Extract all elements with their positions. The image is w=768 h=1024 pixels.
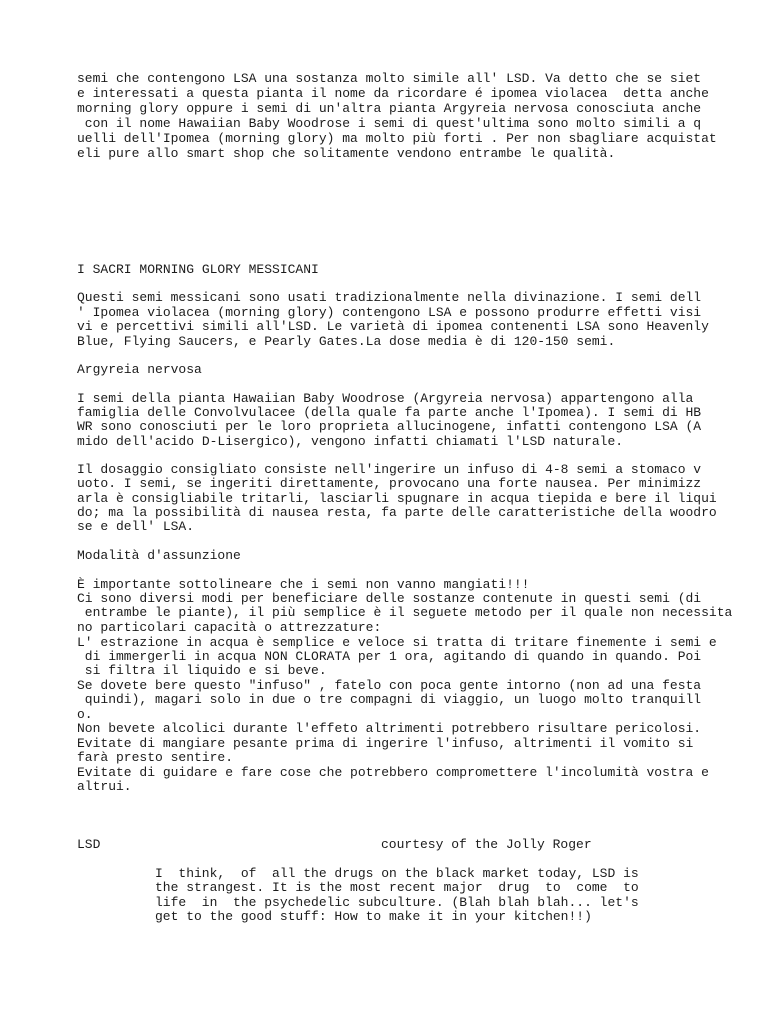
text-line: I think, of all the drugs on the black market today, LSD is bbox=[155, 866, 639, 881]
text-line: Il dosaggio consigliato consiste nell'ingerire un infuso di 4-8 semi a stomaco v bbox=[77, 462, 702, 477]
text-line: do; ma la possibilità di nausea resta, fa parte delle caratteristiche della woodro bbox=[77, 505, 717, 520]
text-line: morning glory oppure i semi di un'altra pianta Argyreia nervosa conosciuta anche bbox=[77, 101, 702, 116]
text-line: uelli dell'Ipomea (morning glory) ma molto più forti . Per non sbagliare acquistat bbox=[77, 131, 717, 146]
text-line: uoto. I semi, se ingeriti direttamente, provocano una forte nausea. Per minimizz bbox=[77, 476, 702, 491]
text-line: farà presto sentire. bbox=[77, 750, 234, 765]
text-line: Blue, Flying Saucers, e Pearly Gates.La dose media è di 120-150 semi. bbox=[77, 334, 616, 349]
text-line: semi che contengono LSA una sostanza molto simile all' LSD. Va detto che se siet bbox=[77, 71, 702, 86]
text-line: arla è consigliabile tritarli, lasciarli spugnare in acqua tiepida e bere il liqui bbox=[77, 491, 717, 506]
text-line: di immergerli in acqua NON CLORATA per 1 ora, agitando di quando in quando. Poi bbox=[77, 649, 702, 664]
text-line: Evitate di guidare e fare cose che potrebbero compromettere l'incolumità vostra e bbox=[77, 765, 709, 780]
text-line: Non bevete alcolici durante l'effeto altrimenti potrebbero risultare pericolosi. bbox=[77, 721, 702, 736]
text-line: quindi), magari solo in due o tre compagni di viaggio, un luogo molto tranquill bbox=[77, 692, 702, 707]
text-line: L' estrazione in acqua è semplice e veloce si tratta di tritare finemente i semi e bbox=[77, 635, 717, 650]
text-line: Ci sono diversi modi per beneficiare delle sostanze contenute in questi semi (di bbox=[77, 591, 702, 606]
text-line: life in the psychedelic subculture. (Blah blah blah... let's bbox=[155, 895, 639, 910]
text-line: get to the good stuff: How to make it in your kitchen!!) bbox=[155, 909, 592, 924]
text-line: famiglia delle Convolvulacee (della quale fa parte anche l'Ipomea). I semi di HB bbox=[77, 405, 702, 420]
text-line: Evitate di mangiare pesante prima di ingerire l'infuso, altrimenti il vomito si bbox=[77, 736, 694, 751]
text-line: no particolari capacità o attrezzature: bbox=[77, 620, 382, 635]
section-title: I SACRI MORNING GLORY MESSICANI bbox=[77, 262, 319, 277]
text-line: con il nome Hawaiian Baby Woodrose i semi di quest'ultima sono molto simili a q bbox=[77, 116, 702, 131]
text-line: entrambe le piante), il più semplice è il seguete metodo per il quale non necessita bbox=[77, 605, 733, 620]
text-line: È importante sottolineare che i semi non vanno mangiati!!! bbox=[77, 577, 530, 592]
text-line: eli pure allo smart shop che solitamente vendono entrambe le qualità. bbox=[77, 146, 616, 161]
text-line: ' Ipomea violacea (morning glory) contengono LSA e possono produrre effetti visi bbox=[77, 305, 702, 320]
subheading-modalita: Modalità d'assunzione bbox=[77, 548, 241, 563]
text-line: Questi semi messicani sono usati tradizionalmente nella divinazione. I semi dell bbox=[77, 290, 702, 305]
subheading-argyreia: Argyreia nervosa bbox=[77, 362, 202, 377]
text-line: se e dell' LSA. bbox=[77, 519, 195, 534]
lsd-credit: courtesy of the Jolly Roger bbox=[381, 837, 592, 852]
text-line: altrui. bbox=[77, 779, 132, 794]
text-line: e interessati a questa pianta il nome da ricordare é ipomea violacea detta anche bbox=[77, 86, 709, 101]
text-line: mido dell'acido D-Lisergico), vengono infatti chiamati l'LSD naturale. bbox=[77, 434, 624, 449]
text-line: vi e percettivi simili all'LSD. Le varietà di ipomea contenenti LSA sono Heavenly bbox=[77, 319, 709, 334]
text-line: Se dovete bere questo "infuso" , fatelo con poca gente intorno (non ad una festa bbox=[77, 678, 702, 693]
text-line: si filtra il liquido e si beve. bbox=[77, 663, 327, 678]
text-line: the strangest. It is the most recent major drug to come to bbox=[155, 880, 639, 895]
text-line: I semi della pianta Hawaiian Baby Woodrose (Argyreia nervosa) appartengono alla bbox=[77, 391, 694, 406]
lsd-label: LSD bbox=[77, 837, 101, 852]
text-line: o. bbox=[77, 707, 93, 722]
text-line: WR sono conosciuti per le loro proprieta allucinogene, infatti contengono LSA (A bbox=[77, 419, 702, 434]
